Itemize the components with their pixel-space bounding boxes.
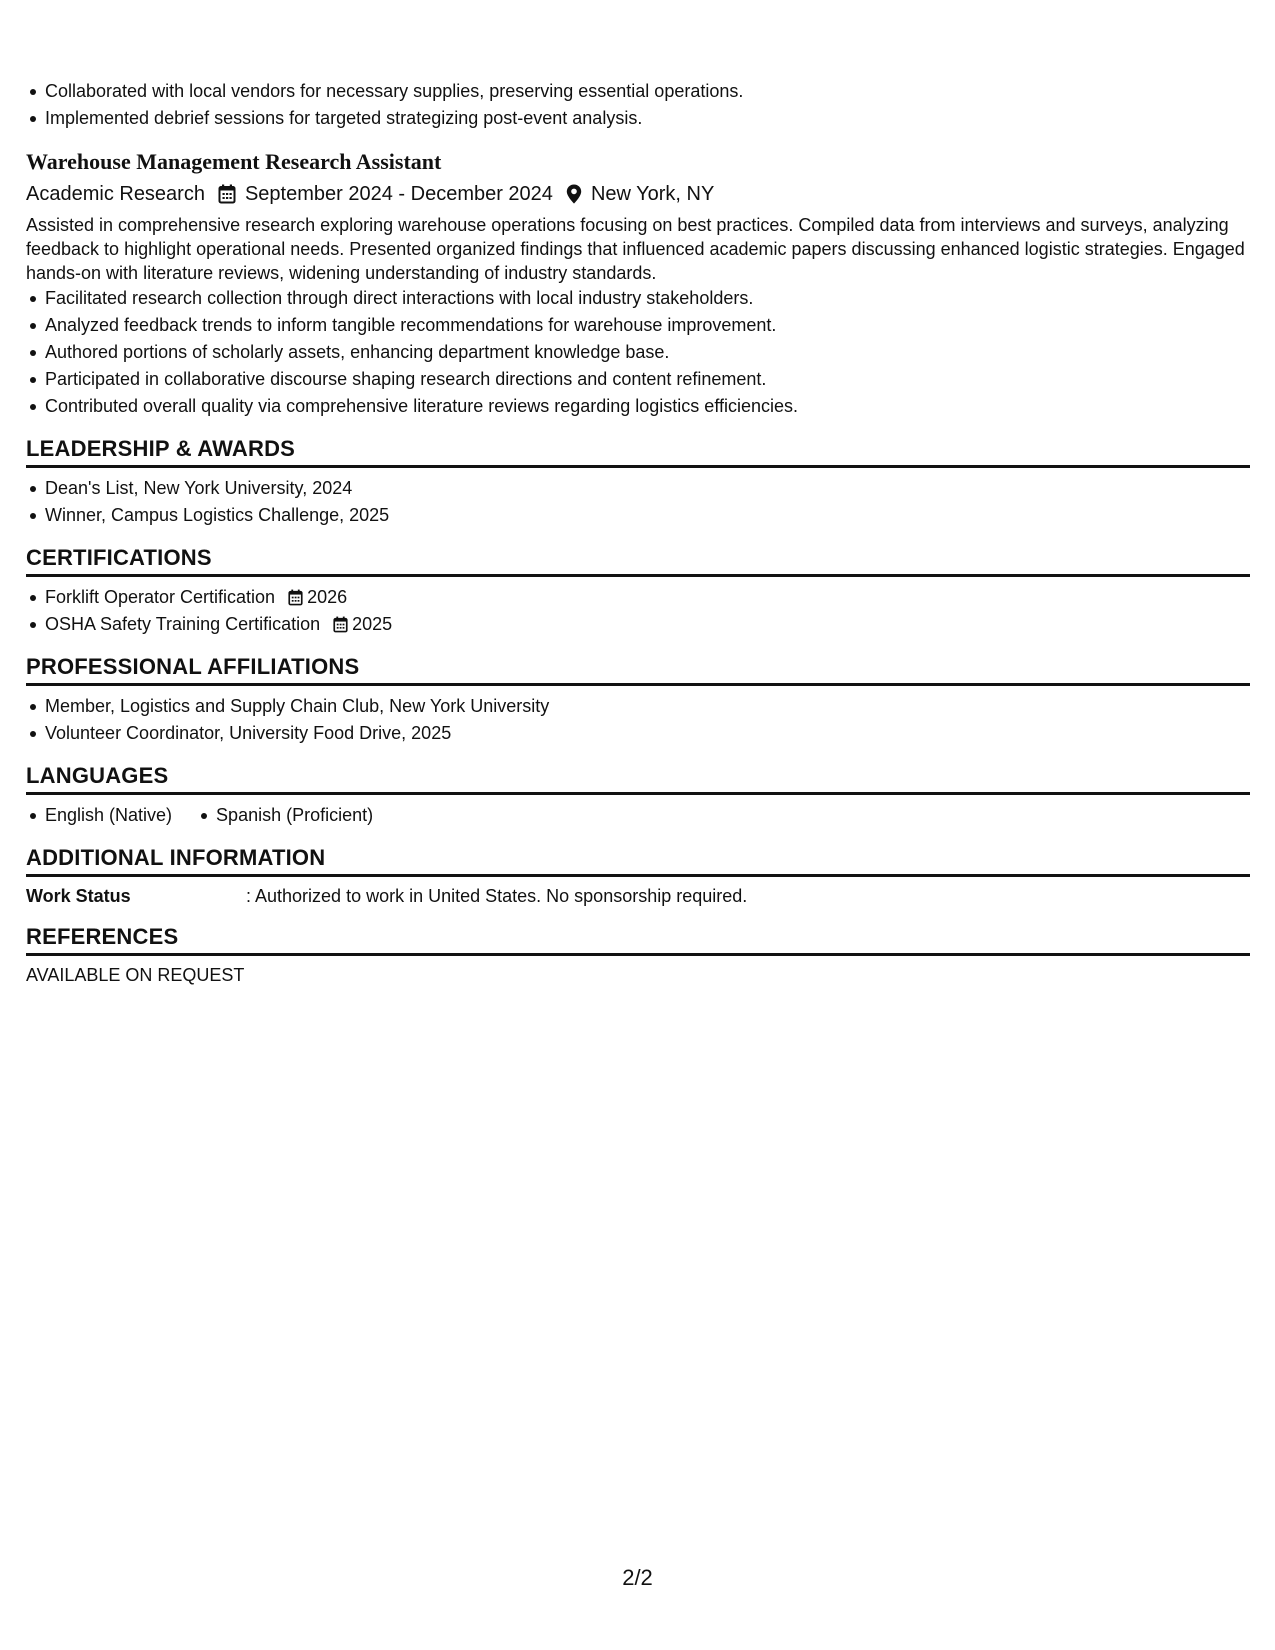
section-title: REFERENCES [26,924,179,949]
affiliations-list [26,693,1250,747]
languages-list [26,802,1250,829]
certifications-section [26,543,1250,638]
work-status-label: Work Status [26,886,131,906]
job-description: Assisted in comprehensive research exploring warehouse operations focusing on best practices. Compiled data from interviews and surveys, analyzing feedback to highlight operational needs. Presented organized findings that influenced academic papers discussing enhanced logistic strategies. Engaged hands-on with literature reviews, widening understanding of industry standards. [26,215,1245,283]
list-item: Winner, Campus Logistics Challenge, 2025 [45,502,1250,529]
list-item: Contributed overall quality via comprehensive literature reviews regarding logistics efficiencies. [45,393,1250,420]
list-item: Dean's List, New York University, 2024 [45,475,1250,502]
list-item: Facilitated research collection through direct interactions with local industry stakeholders. [45,285,1250,312]
section-divider [26,953,1250,956]
job-meta [26,179,1250,209]
section-title: PROFESSIONAL AFFILIATIONS [26,654,360,679]
list-item: English (Native) [45,802,172,829]
calendar-icon [333,616,348,633]
section-title: LEADERSHIP & AWARDS [26,436,296,461]
list-item: Collaborated with local vendors for necessary supplies, preserving essential operations. [45,78,1250,105]
previous-job-bullets [26,78,1250,132]
affiliations-section [26,652,1250,747]
job-entry [26,147,1250,420]
list-item: Authored portions of scholarly assets, enhancing department knowledge base. [45,339,1250,366]
section-title: CERTIFICATIONS [26,545,212,570]
certification-year: 2025 [352,614,393,634]
leadership-list [26,475,1250,529]
additional-info-section [26,843,1250,908]
languages-section [26,761,1250,829]
resume-page [26,78,1250,987]
section-divider [26,465,1250,468]
map-pin-icon [566,184,582,204]
list-item: Member, Logistics and Supply Chain Club, New York University [45,693,1250,720]
section-divider [26,874,1250,877]
section-title: ADDITIONAL INFORMATION [26,845,326,870]
section-divider [26,574,1250,577]
section-divider [26,683,1250,686]
certification-year: 2026 [307,587,348,607]
work-status-value: : Authorized to work in United States. No sponsorship required. [246,886,748,906]
certification-name: OSHA Safety Training Certification [45,614,321,634]
section-divider [26,792,1250,795]
list-item: Volunteer Coordinator, University Food Drive, 2025 [45,720,1250,747]
list-item [45,611,1250,638]
certifications-list [26,584,1250,638]
section-title: LANGUAGES [26,763,169,788]
list-item [45,584,1250,611]
references-section [26,922,1250,987]
certification-name: Forklift Operator Certification [45,587,276,607]
calendar-icon [288,589,303,606]
job-organization: Academic Research [26,183,205,205]
leadership-section [26,434,1250,529]
job-location: New York, NY [590,183,715,205]
job-bullets [26,285,1250,420]
page-number: 2/2 [622,1565,653,1590]
list-item: Participated in collaborative discourse shaping research directions and content refinement. [45,366,1250,393]
job-title: Warehouse Management Research Assistant [26,149,442,174]
list-item: Spanish (Proficient) [216,802,373,829]
calendar-icon [218,184,236,204]
references-text: AVAILABLE ON REQUEST [26,965,245,985]
work-status-row [26,884,1250,908]
list-item: Analyzed feedback trends to inform tangible recommendations for warehouse improvement. [45,312,1250,339]
list-item: Implemented debrief sessions for targeted strategizing post-event analysis. [45,105,1250,132]
job-dates: September 2024 - December 2024 [244,183,553,205]
